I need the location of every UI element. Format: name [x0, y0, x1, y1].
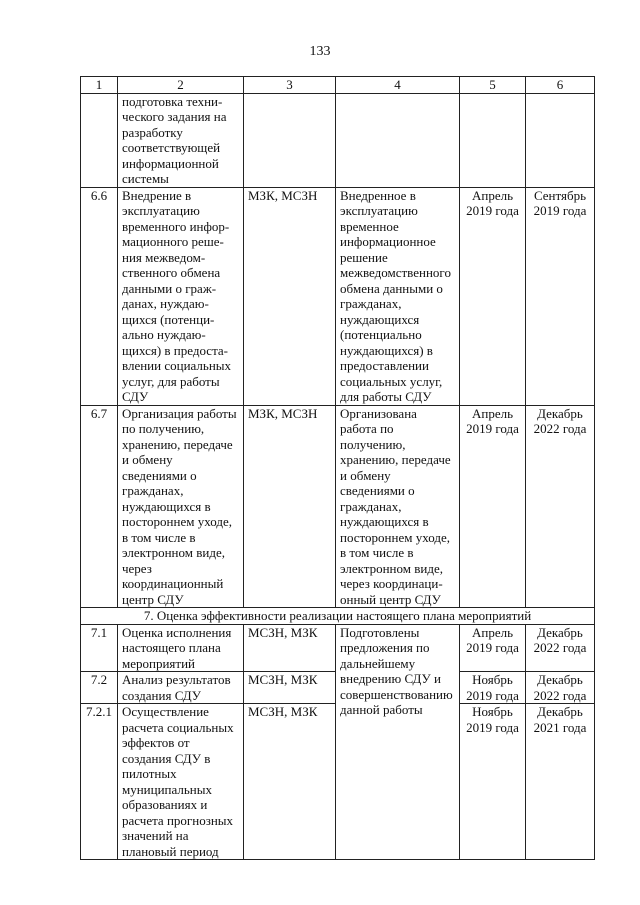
start-date-cell: Ноябрь 2019 года [460, 672, 526, 704]
start-date-cell: Апрель 2019 года [460, 405, 526, 608]
executor-cell: МЗК, МСЗН [244, 405, 336, 608]
section-title: 7. Оценка эффективности реализации настоящего плана мероприятий [81, 608, 595, 625]
result-cell: Подготовлены предложения по дальнейшему внедрению СДУ и совершенствованию данной работы [336, 624, 460, 860]
item-number: 6.7 [81, 405, 118, 608]
end-date-cell: Декабрь 2022 года [526, 624, 595, 672]
action-cell: Анализ результатов создания СДУ [118, 672, 244, 704]
start-date-cell: Апрель 2019 года [460, 187, 526, 405]
end-date-cell [526, 93, 595, 187]
start-date-cell: Апрель 2019 года [460, 624, 526, 672]
table-row [81, 93, 595, 187]
action-cell: подготовка техни- ческого задания на разработку соответствующей информационной системы [118, 93, 244, 187]
end-date-cell: Декабрь 2022 года [526, 672, 595, 704]
table-row [81, 624, 595, 672]
action-cell: Внедрение в эксплуатацию временного инфор- мационного реше- ния межведом- ственного обмена данными о граж- данах, нуждаю- щихся (потенци- ально нуждаю- щихся) в предоста- влении социальных услуг, для работы СДУ [118, 187, 244, 405]
table-row [81, 187, 595, 405]
action-plan-table [80, 76, 595, 860]
executor-cell: МСЗН, МЗК [244, 704, 336, 860]
column-number: 6 [526, 77, 595, 94]
column-number-row [81, 77, 595, 94]
action-cell: Осуществление расчета социальных эффектов от создания СДУ в пилотных муниципальных образованиях и расчета прогнозных значений на плановый период [118, 704, 244, 860]
action-cell: Организация работы по получению, хранению, передаче и обмену сведениями о гражданах, нуждающихся в постороннем уходе, в том числе в электронном виде, через координационный центр СДУ [118, 405, 244, 608]
item-number: 6.6 [81, 187, 118, 405]
action-cell: Оценка исполнения настоящего плана мероприятий [118, 624, 244, 672]
executor-cell: МСЗН, МЗК [244, 624, 336, 672]
column-number: 4 [336, 77, 460, 94]
start-date-cell: Ноябрь 2019 года [460, 704, 526, 860]
item-number [81, 93, 118, 187]
executor-cell: МСЗН, МЗК [244, 672, 336, 704]
column-number: 3 [244, 77, 336, 94]
result-cell [336, 93, 460, 187]
result-cell: Внедренное в эксплуатацию временное информационное решение межведомственного обмена данными о гражданах, нуждающихся (потенциально нуждающихся) в предоставлении социальных услуг, для работы СДУ [336, 187, 460, 405]
page-number: 133 [309, 44, 331, 59]
start-date-cell [460, 93, 526, 187]
end-date-cell: Декабрь 2021 года [526, 704, 595, 860]
table-row [81, 405, 595, 608]
result-cell: Организована работа по получению, хранению, передаче и обмену сведениями о гражданах, нуждающихся в постороннем уходе, в том числе в электронном виде, через координаци- онный центр СДУ [336, 405, 460, 608]
item-number: 7.1 [81, 624, 118, 672]
end-date-cell: Декабрь 2022 года [526, 405, 595, 608]
executor-cell [244, 93, 336, 187]
section-header-row [81, 608, 595, 625]
column-number: 2 [118, 77, 244, 94]
column-number: 1 [81, 77, 118, 94]
column-number: 5 [460, 77, 526, 94]
item-number: 7.2.1 [81, 704, 118, 860]
item-number: 7.2 [81, 672, 118, 704]
end-date-cell: Сентябрь 2019 года [526, 187, 595, 405]
executor-cell: МЗК, МСЗН [244, 187, 336, 405]
